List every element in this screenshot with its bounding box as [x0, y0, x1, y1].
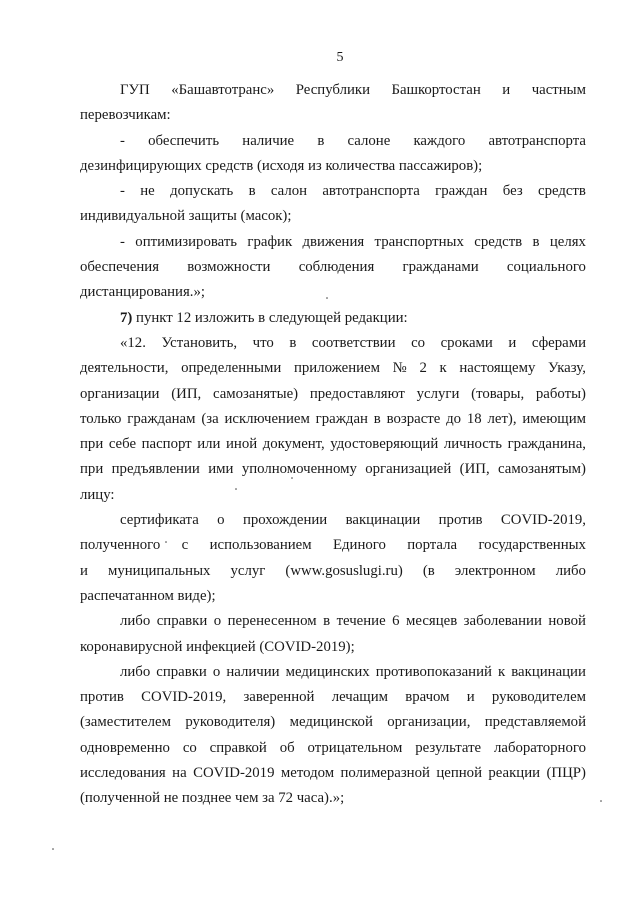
word: на [172, 765, 187, 782]
word: и [502, 82, 511, 98]
word: лечащим [331, 689, 388, 706]
word: 6 [392, 613, 400, 630]
word: - [120, 233, 125, 250]
word: перенесенном [227, 613, 317, 630]
text-line [80, 78, 586, 103]
scan-speck [326, 297, 328, 299]
word: электронном [454, 562, 536, 579]
word: представляемой [484, 714, 586, 731]
word: работы) [535, 385, 586, 402]
word: полученного [80, 537, 161, 554]
word: (заместителем [80, 714, 171, 731]
word: со [182, 739, 197, 756]
word: (ИП, [459, 461, 490, 478]
word: сертификата [120, 512, 199, 529]
word: справки [156, 663, 207, 680]
word: муниципальных [107, 562, 211, 579]
word: лабораторного [494, 739, 586, 756]
text-line [80, 761, 586, 786]
word: целях [549, 233, 586, 250]
word: месяцев [406, 613, 458, 630]
text-line [80, 382, 586, 407]
word: граждан [315, 410, 368, 427]
text-line [80, 736, 586, 761]
text-line [80, 533, 586, 558]
word: салон [270, 183, 308, 200]
word: об [279, 739, 295, 756]
word: медицинской [289, 714, 373, 731]
line-text: перевозчикам: [80, 107, 171, 124]
text-line [80, 306, 586, 331]
page-number: 5 [336, 50, 344, 65]
word: либо [120, 613, 151, 630]
word: Указу, [548, 360, 586, 377]
word: деятельности, [80, 360, 169, 377]
word: обеспечить [148, 132, 220, 149]
scan-speck [291, 477, 293, 479]
paragraph [80, 609, 586, 660]
word: график [247, 233, 293, 250]
word: транспортных [374, 233, 464, 250]
text-line [80, 103, 586, 128]
text-line [80, 179, 586, 204]
word: в [532, 233, 540, 250]
word: в [323, 613, 331, 630]
word: в [289, 334, 297, 351]
word: паспорт [141, 436, 192, 453]
scan-speck [52, 848, 54, 850]
word: Башкортостан [391, 82, 481, 98]
word: против [80, 689, 124, 706]
item-number: 7) [120, 309, 133, 326]
word: либо [555, 562, 586, 579]
word: граждан [435, 183, 488, 200]
word: к [439, 360, 447, 377]
word: Республики [295, 82, 370, 98]
word: салоне [347, 132, 391, 149]
word: что [252, 334, 274, 351]
text-line [80, 129, 586, 154]
word: и [508, 334, 517, 351]
text-line [80, 457, 586, 482]
word: не [140, 183, 155, 200]
word: одновременно [80, 739, 170, 756]
word: или [197, 436, 221, 453]
word: личность [443, 436, 503, 453]
word: руководителя) [185, 714, 276, 731]
word: ими [208, 461, 234, 478]
word: (ПЦР) [546, 765, 586, 782]
word: реакции [488, 765, 541, 782]
word: настоящему [459, 360, 536, 377]
word: самозанятые) [212, 385, 299, 402]
word: полимеразной [340, 765, 430, 782]
word: вакцинации [345, 512, 421, 529]
text-line [80, 584, 586, 609]
word: сроками [440, 334, 493, 351]
word: вакцинации [511, 663, 586, 680]
word: организации, [387, 714, 471, 731]
word: либо [120, 663, 151, 680]
word: методом [280, 765, 335, 782]
word: и [80, 562, 88, 579]
word: без [502, 183, 523, 200]
word: обеспечения [80, 259, 160, 276]
item-text: пункт 12 изложить в следующей редакции: [132, 309, 408, 326]
text-line [80, 483, 586, 508]
word: течение [336, 613, 386, 630]
word: соблюдения [298, 259, 375, 276]
word: (www.gosuslugi.ru) [285, 562, 403, 579]
text-line [80, 685, 586, 710]
text-line [80, 255, 586, 280]
text-line [80, 204, 586, 229]
word: возрасте [386, 410, 441, 427]
text-line [80, 508, 586, 533]
paragraph [80, 306, 586, 331]
line-text: коронавирусной инфекцией (COVID-2019); [80, 638, 355, 655]
word: частным [531, 82, 586, 98]
word: исследования [80, 765, 166, 782]
paragraph [80, 78, 586, 129]
word: автотранспорта [488, 132, 586, 149]
text-line [80, 635, 586, 660]
word: гражданами [402, 259, 479, 276]
word: самозанятым) [498, 461, 586, 478]
word: организацией [365, 461, 452, 478]
paragraph [80, 660, 586, 812]
word: движения [302, 233, 365, 250]
word: удостоверяющий [330, 436, 439, 453]
word: - [120, 183, 125, 200]
word: приложением [293, 360, 380, 377]
text-line [80, 154, 586, 179]
word: до [446, 410, 462, 427]
word: при [80, 461, 104, 478]
word: к [498, 663, 506, 680]
word: средств [474, 233, 523, 250]
word: (в [422, 562, 435, 579]
word: документ, [262, 436, 325, 453]
text-line [80, 407, 586, 432]
word: о [217, 512, 225, 529]
word: определенными [181, 360, 282, 377]
text-line [80, 356, 586, 381]
word: о [212, 663, 221, 680]
scan-speck [165, 541, 167, 543]
line-text: дезинфицирующих средств (исходя из количества пассажиров); [80, 157, 483, 174]
word: COVID-2019, [500, 512, 586, 529]
paragraph [80, 179, 586, 230]
document-body [80, 78, 586, 812]
word: медицинских [285, 663, 370, 680]
word: государственных [478, 537, 586, 554]
paragraph [80, 230, 586, 306]
word: «12. [120, 334, 146, 351]
word: (товары, [471, 385, 525, 402]
word: заверенной [243, 689, 315, 706]
word: справки [156, 613, 208, 630]
text-line [80, 280, 586, 305]
line-text: индивидуальной защиты (масок); [80, 208, 292, 225]
word: Установить, [161, 334, 238, 351]
word: только [80, 410, 122, 427]
word: в [248, 183, 256, 200]
word: со [411, 334, 426, 351]
word: сферами [531, 334, 586, 351]
word: и [466, 689, 475, 706]
word: - [120, 132, 125, 149]
text-line [80, 660, 586, 685]
word: цепной [436, 765, 482, 782]
word: 18 [466, 410, 482, 427]
word: о [213, 613, 222, 630]
word: врачом [405, 689, 450, 706]
word: уполномоченному [241, 461, 357, 478]
line-text: дистанцирования.»; [80, 284, 205, 301]
word: (ИП, [171, 385, 202, 402]
text-line [80, 786, 586, 811]
text-line [80, 559, 586, 584]
word: автотранспорта [322, 183, 420, 200]
word: результате [415, 739, 482, 756]
paragraph [80, 129, 586, 180]
line-text: (полученной не позднее чем за 72 часа).»; [80, 790, 345, 807]
word: предъявлении [111, 461, 200, 478]
word: COVID-2019 [193, 765, 275, 782]
word: Единого [332, 537, 386, 554]
word: наличие [242, 132, 295, 149]
word: ГУП [120, 82, 150, 98]
scan-speck [235, 488, 237, 490]
word: руководителем [491, 689, 586, 706]
word: использованием [209, 537, 312, 554]
word: гражданам [127, 410, 196, 427]
word: средств [538, 183, 586, 200]
word: услуг [230, 562, 266, 579]
scan-speck [600, 800, 602, 802]
word: социального [506, 259, 586, 276]
paragraph [80, 331, 586, 508]
word: иной [226, 436, 258, 453]
word: предоставляют [309, 385, 405, 402]
word: лет), [487, 410, 517, 427]
paragraph [80, 508, 586, 609]
text-line [80, 432, 586, 457]
word: заболевании [463, 613, 542, 630]
text-line [80, 230, 586, 255]
word: «Башавтотранс» [171, 82, 275, 98]
word: возможности [187, 259, 271, 276]
word: № [392, 360, 407, 377]
word: соответствии [311, 334, 396, 351]
line-text: распечатанном виде); [80, 587, 216, 604]
word: против [438, 512, 483, 529]
word: каждого [413, 132, 466, 149]
word: при [80, 436, 104, 453]
word: (за [201, 410, 219, 427]
word: себе [108, 436, 137, 453]
word: гражданина, [507, 436, 586, 453]
word: с [181, 537, 189, 554]
word: справкой [209, 739, 267, 756]
word: в [373, 410, 381, 427]
word: новой [548, 613, 586, 630]
word: портала [407, 537, 458, 554]
word: прохождении [242, 512, 328, 529]
text-line [80, 331, 586, 356]
text-line [80, 609, 586, 634]
word: отрицательном [307, 739, 403, 756]
word: в [317, 132, 325, 149]
word: оптимизировать [135, 233, 238, 250]
word: услуги [416, 385, 460, 402]
word: допускать [170, 183, 234, 200]
word: организации [80, 385, 160, 402]
word: исключением [224, 410, 310, 427]
word: наличии [226, 663, 280, 680]
word: противопоказаний [375, 663, 492, 680]
word: имеющим [522, 410, 586, 427]
word: COVID-2019, [141, 689, 227, 706]
line-text: лицу: [80, 486, 115, 503]
word: 2 [419, 360, 427, 377]
text-line [80, 710, 586, 735]
